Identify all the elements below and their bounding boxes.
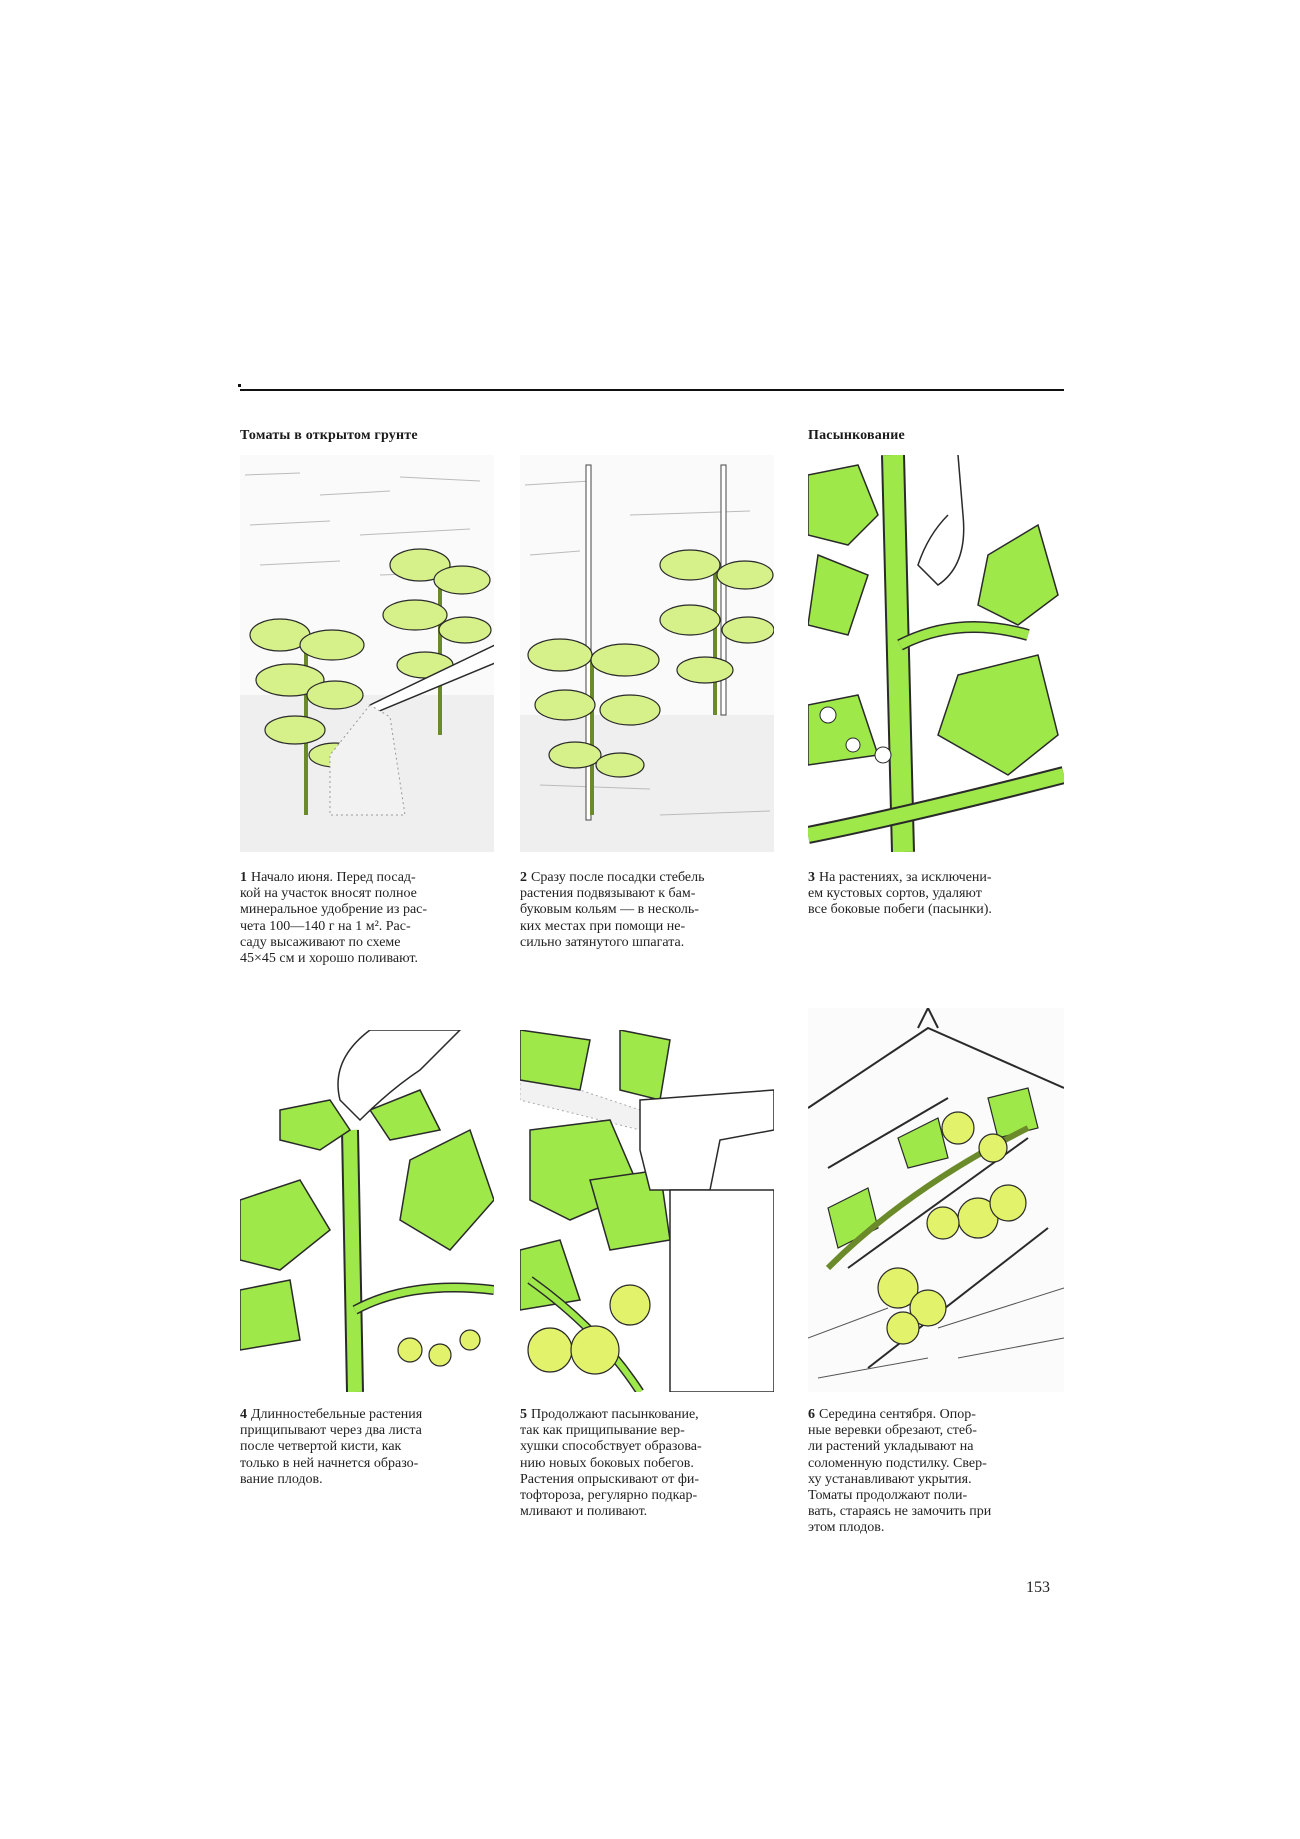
caption-line: чета 100—140 г на 1 м². Рас-	[240, 918, 411, 934]
caption-line: растения подвязывают к бам-	[520, 886, 696, 902]
caption-line: буковым кольям — в несколь-	[520, 902, 699, 918]
caption-line: соломенную подстилку. Свер-	[808, 1455, 987, 1471]
caption-line: тофтороза, регулярно подкар-	[520, 1488, 698, 1504]
caption-step-1	[240, 870, 500, 967]
caption-line: хушки способствует образова-	[520, 1439, 702, 1455]
straw-bedding-illustration	[808, 1008, 1064, 1392]
removing-side-shoots-illustration	[808, 455, 1064, 852]
section-title-open-ground: Томаты в открытом грунте	[240, 428, 418, 443]
spraying-plants-illustration	[520, 1030, 774, 1392]
caption-line: прищипывают через два листа	[240, 1423, 422, 1439]
step-number: 1	[240, 870, 247, 885]
caption-line: только в ней начнется образо-	[240, 1455, 419, 1471]
caption-line: Длинностебельные растения	[251, 1407, 423, 1422]
caption-line: этом плодов.	[808, 1520, 885, 1536]
step-number: 5	[520, 1407, 527, 1422]
caption-line: вать, стараясь не замочить при	[808, 1504, 992, 1520]
caption-line: ные веревки обрезают, стеб-	[808, 1423, 977, 1439]
caption-line: ких местах при помощи не-	[520, 918, 686, 934]
caption-line: минеральное удобрение из рас-	[240, 902, 428, 918]
caption-line: Томаты продолжают поли-	[808, 1488, 968, 1504]
step-number: 3	[808, 870, 815, 885]
caption-line: ху устанавливают укрытия.	[808, 1471, 972, 1487]
caption-line: Начало июня. Перед посад-	[251, 870, 416, 885]
header-rule	[240, 389, 1064, 391]
caption-step-6	[808, 1407, 1070, 1537]
caption-step-4	[240, 1407, 500, 1488]
step-number: 6	[808, 1407, 815, 1422]
staking-plants-illustration	[520, 455, 774, 852]
section-title-pinching: Пасынкование	[808, 428, 905, 443]
caption-line: мливают и поливают.	[520, 1504, 648, 1520]
caption-line: Сразу после посадки стебель	[531, 870, 705, 885]
caption-line: все боковые побеги (пасынки).	[808, 902, 992, 918]
caption-step-3	[808, 870, 1070, 919]
caption-line: нию новых боковых побегов.	[520, 1455, 694, 1471]
page-number: 153	[1026, 1579, 1050, 1596]
caption-line: после четвертой кисти, как	[240, 1439, 402, 1455]
rule-mark	[238, 384, 241, 387]
caption-line: ем кустовых сортов, удаляют	[808, 886, 982, 902]
step-number: 2	[520, 870, 527, 885]
caption-line: ли растений укладывают на	[808, 1439, 974, 1455]
caption-step-2	[520, 870, 780, 951]
caption-line: кой на участок вносят полное	[240, 886, 417, 902]
caption-line: Продолжают пасынкование,	[531, 1407, 699, 1422]
caption-line: Середина сентября. Опор-	[819, 1407, 976, 1422]
step-number: 4	[240, 1407, 247, 1422]
caption-line: 45×45 см и хорошо поливают.	[240, 951, 418, 967]
caption-step-5	[520, 1407, 780, 1520]
caption-line: сильно затянутого шпагата.	[520, 934, 685, 950]
watering-plants-illustration	[240, 455, 494, 852]
caption-line: Растения опрыскивают от фи-	[520, 1471, 700, 1487]
caption-line: На растениях, за исключени-	[819, 870, 992, 885]
caption-line: так как прищипывание вер-	[520, 1423, 685, 1439]
caption-line: вание плодов.	[240, 1471, 323, 1487]
caption-line: саду высаживают по схеме	[240, 934, 401, 950]
pinching-top-illustration	[240, 1030, 494, 1392]
